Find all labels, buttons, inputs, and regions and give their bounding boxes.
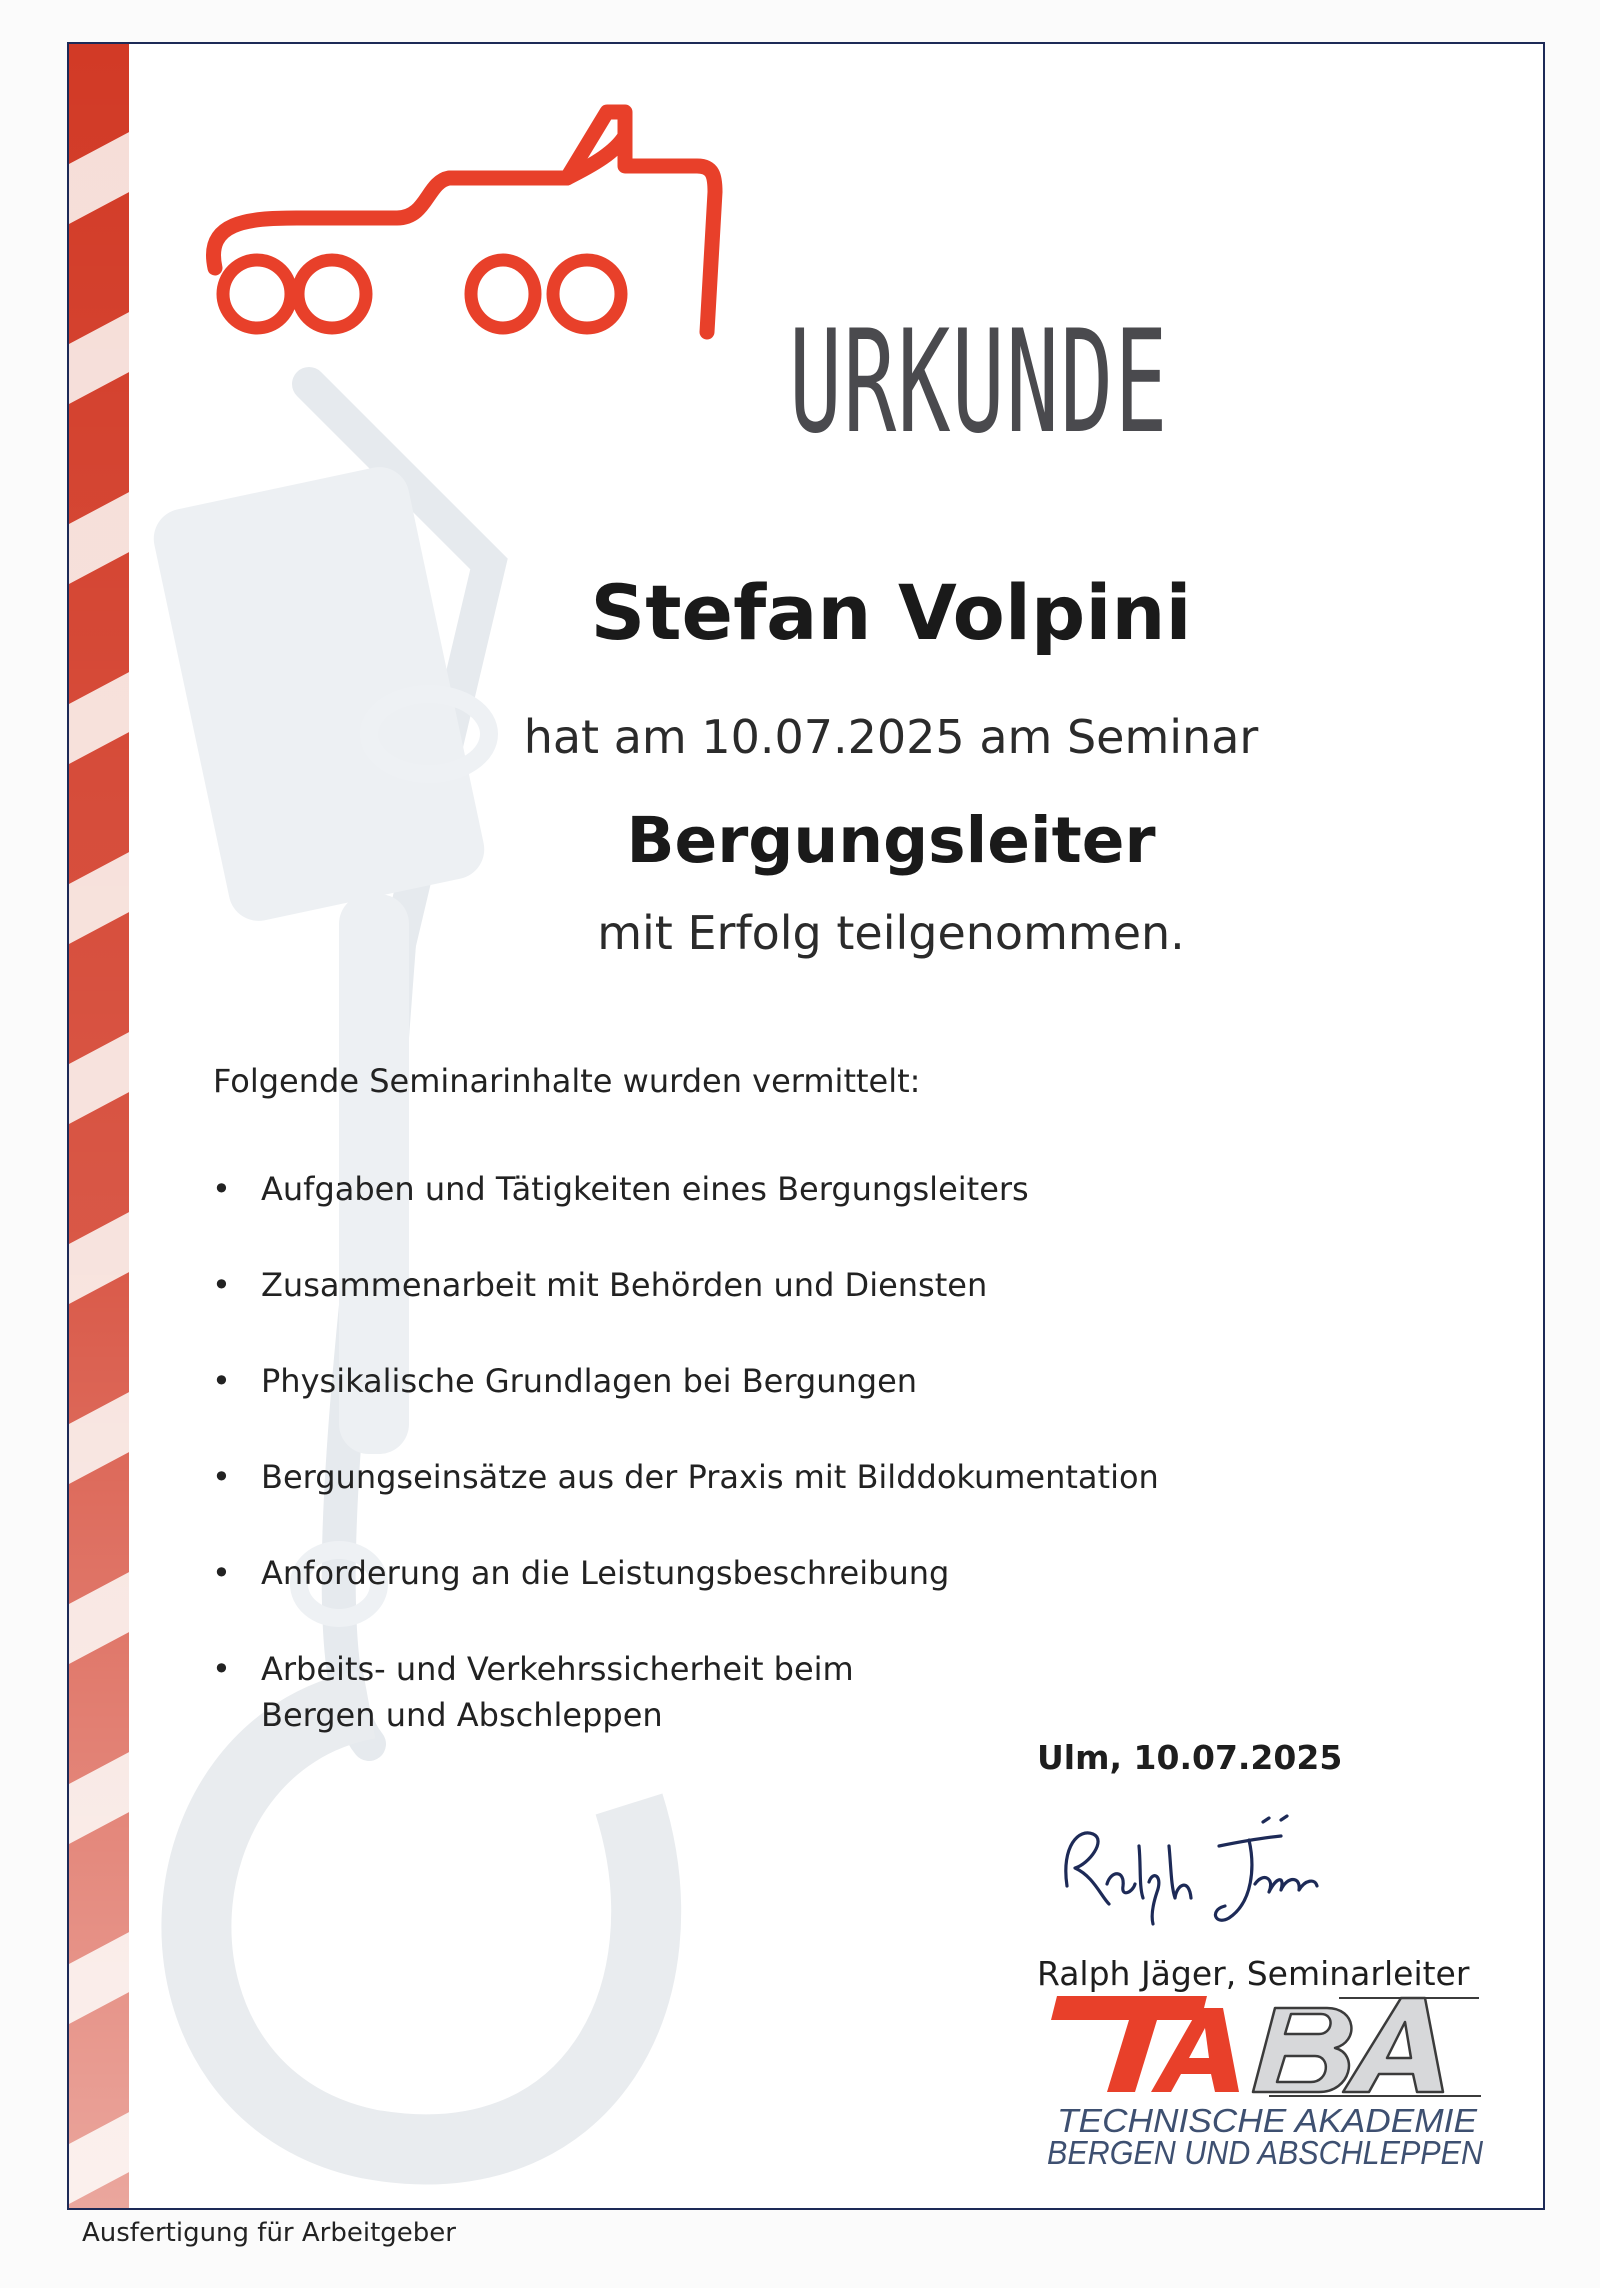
topic-list: [209, 1166, 1159, 1738]
signature-text: Ralph Jäger: [1049, 1806, 1055, 1807]
copy-note: Ausfertigung für Arbeitgeber: [82, 2218, 456, 2248]
bullet-icon: •: [212, 1170, 231, 1208]
topic-text: Arbeits- und Verkehrssicherheit beim: [261, 1650, 854, 1688]
bullet-icon: •: [212, 1362, 231, 1400]
bullet-icon: •: [212, 1554, 231, 1592]
signature-image: [1049, 1806, 1379, 1936]
topic-item: [209, 1550, 1159, 1596]
topic-item: [209, 1166, 1159, 1212]
topic-text: Anforderung an die Leistungsbeschreibung: [261, 1554, 950, 1592]
topic-text: Bergungseinsätze aus der Praxis mit Bilddokumentation: [261, 1458, 1159, 1496]
topic-item: [209, 1454, 1159, 1500]
topic-text: Zusammenarbeit mit Behörden und Diensten: [261, 1266, 988, 1304]
topic-item: [209, 1262, 1159, 1308]
topic-item: [209, 1358, 1159, 1404]
bullet-icon: •: [212, 1650, 231, 1688]
topic-text: Physikalische Grundlagen bei Bergungen: [261, 1362, 918, 1400]
signer-name: Ralph Jäger, Seminarleiter: [1037, 1954, 1470, 1993]
bullet-icon: •: [212, 1458, 231, 1496]
taba-line-1: TECHNISCHE AKADEMIE: [1057, 2102, 1479, 2139]
topic-text: Aufgaben und Tätigkeiten eines Bergungsleiters: [261, 1170, 1029, 1208]
topic-item-continuation: [209, 1692, 1159, 1738]
certificate-title: URKUNDE: [789, 300, 1169, 465]
participation-outro: mit Erfolg teilgenommen.: [597, 906, 1185, 960]
seminar-name: Bergungsleiter: [626, 804, 1156, 877]
place-date: Ulm, 10.07.2025: [1037, 1738, 1343, 1777]
topic-text: Bergen und Abschleppen: [261, 1696, 663, 1734]
bullet-icon: •: [212, 1266, 231, 1304]
topic-item: [209, 1646, 1159, 1692]
tow-truck-logo: [187, 72, 847, 372]
contents-heading: Folgende Seminarinhalte wurden vermittelt:: [213, 1062, 921, 1100]
certificate-frame: [67, 42, 1545, 2210]
taba-logo: [1039, 1994, 1499, 2194]
recipient-name: Stefan Volpini: [590, 568, 1192, 657]
participation-intro: hat am 10.07.2025 am Seminar: [523, 710, 1259, 764]
taba-line-2: BERGEN UND ABSCHLEPPEN: [1047, 2134, 1484, 2171]
